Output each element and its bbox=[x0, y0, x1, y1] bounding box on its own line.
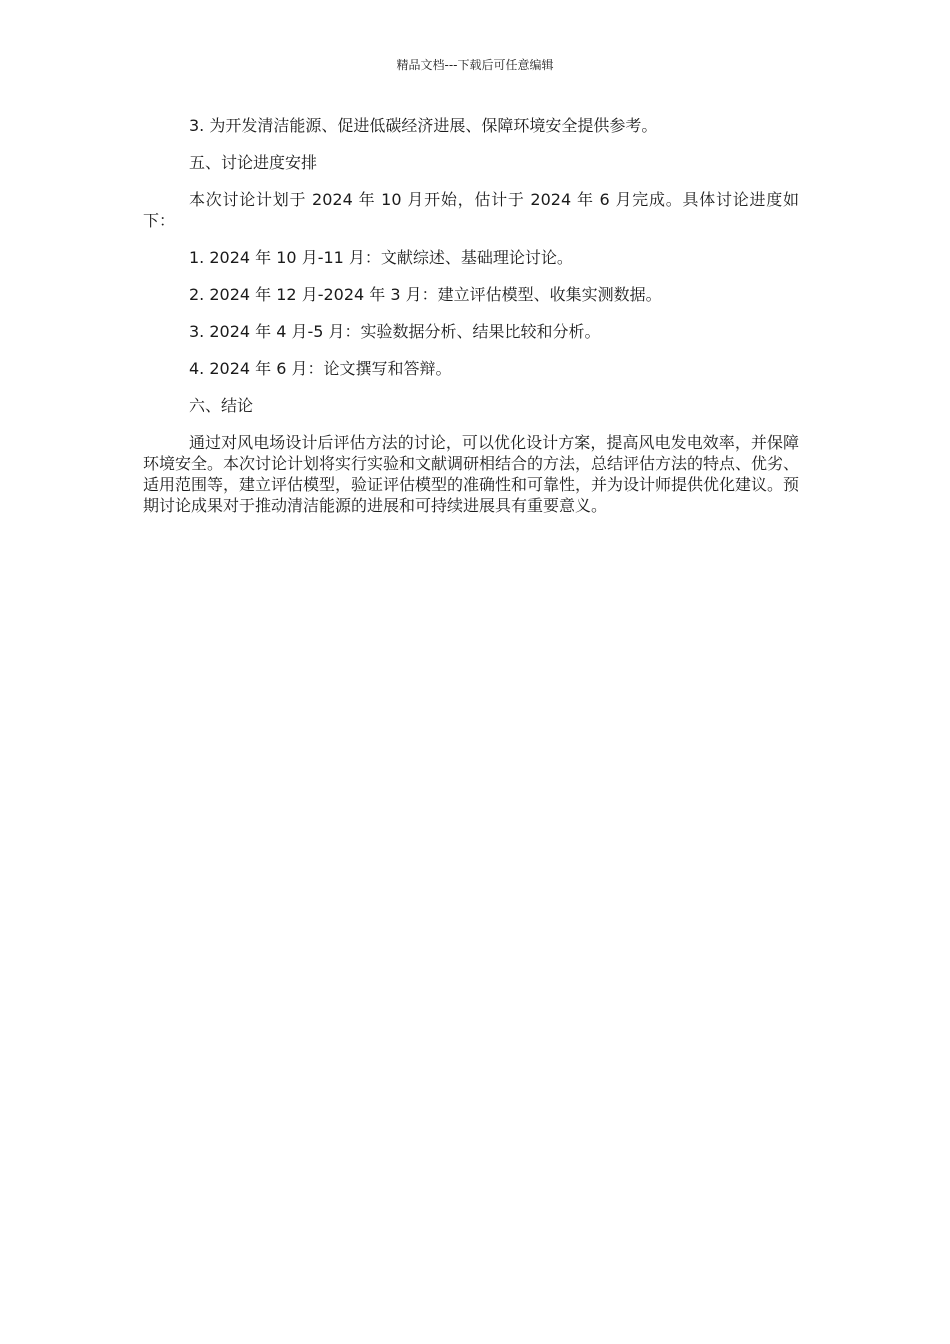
schedule-item-4: 4. 2024 年 6 月：论文撰写和答辩。 bbox=[189, 359, 452, 378]
conclusion-paragraph: 通过对风电场设计后评估方法的讨论，可以优化设计方案，提高风电发电效率，并保障环境安全。本次讨论计划将实行实验和文献调研相结合的方法，总结评估方法的特点、优劣、适用范围等，建立评估模型，验证评估模型的准确性和可靠性，并为设计师提供优化建议。预期讨论成果对于推动清洁能源的进展和可持续进展具有重要意义。 bbox=[143, 433, 800, 515]
document-body bbox=[143, 115, 799, 532]
schedule-item-1: 1. 2024 年 10 月-11 月：文献综述、基础理论讨论。 bbox=[189, 248, 573, 267]
section-heading-schedule: 五、讨论进度安排 bbox=[189, 153, 318, 172]
schedule-intro-paragraph: 本次讨论计划于 2024 年 10 月开始，估计于 2024 年 6 月完成。具体讨论进度如下： bbox=[143, 190, 799, 230]
schedule-item-3: 3. 2024 年 4 月-5 月：实验数据分析、结果比较和分析。 bbox=[189, 322, 601, 341]
schedule-item-2: 2. 2024 年 12 月-2024 年 3 月：建立评估模型、收集实测数据。 bbox=[189, 285, 662, 304]
page-header: 精品文档---下载后可任意编辑 bbox=[396, 58, 554, 72]
list-item-goal-3: 3. 为开发清洁能源、促进低碳经济进展、保障环境安全提供参考。 bbox=[189, 116, 658, 135]
section-heading-conclusion: 六、结论 bbox=[189, 396, 254, 415]
